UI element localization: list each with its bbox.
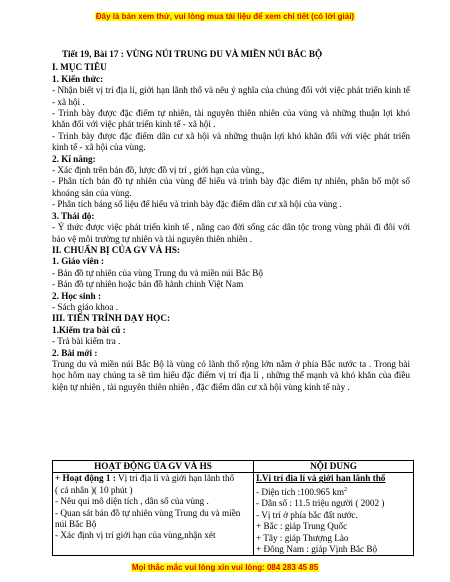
skills-heading: 2. Kĩ năng: — [52, 153, 96, 164]
column-header-activities: HOẠT ĐỘNG ỦA GV VÀ HS — [53, 461, 254, 473]
table-header-row — [53, 461, 414, 473]
section-preparation-heading: II. CHUẨN BỊ CỦA GV VÀ HS: — [52, 244, 181, 255]
knowledge-heading: 1. Kiến thức: — [52, 73, 104, 84]
section-objectives-heading: I. MỤC TIÊU — [52, 62, 107, 73]
list-item: - Phân tích bảng số liệu để hiểu và trình bày đặc điểm dân cư xã hội của vùng . — [52, 199, 342, 210]
new-lesson-heading: 2. Bài mới : — [52, 347, 98, 358]
list-item: - Xác định vị trí giới hạn của vùng,nhận xét — [55, 530, 216, 541]
table-row — [53, 473, 414, 556]
section-process-heading: III. TIẾN TRÌNH DẠY HỌC: — [52, 313, 171, 324]
list-item: - Vị trí ở phía bắc đất nước. — [256, 509, 358, 520]
list-item: - Trình bày được đặc điểm dân cư xã hội và những thuận lợi khó khăn đối với việc phát triển kinh tế - xã hội của vùng. — [52, 130, 410, 153]
list-item: ( cá nhân )( 10 phút ) — [55, 484, 133, 495]
list-item: - Bản đồ tự nhiên của vùng Trung du và miền núi Bắc Bộ — [52, 267, 263, 278]
column-header-content: NỘI DUNG — [254, 461, 414, 473]
list-item: - Quan sát bản đồ tự nhiên vùng Trung du và miền núi Bắc Bộ — [55, 507, 241, 530]
attitude-heading: 3. Thái độ: — [52, 210, 95, 221]
preview-notice-banner: Đây là bản xem thử, vui lòng mua tài liệu để xem chi tiết (có lời giải) — [95, 12, 355, 21]
activity-title: + Hoạt động 1 : Vị trí địa lí và giới hạn lãnh thổ — [55, 473, 235, 484]
teacher-heading: 1. Giáo viên : — [52, 256, 105, 267]
contact-banner: Mọi thắc mắc vui lòng xin vui lòng: 084 283 45 85 — [131, 563, 319, 572]
intro-paragraph: Trung du và miền núi Bắc Bộ là vùng có lãnh thổ rộng lớn nằm ở phía Bắc nước ta . Trong bài học hôm nay chúng ta sẽ tìm hiểu đặc điểm vị trí địa lí , những thế mạnh và khó khăn của điều kiện tự nhiên , tài nguyên thiên nhiên , đặc điểm dân cư xã hội vùng kinh tế này . — [52, 358, 410, 392]
list-item: + Tây : giáp Thượng Lào — [256, 532, 349, 543]
list-item: - Phân tích bản đồ tự nhiên của vùng để hiểu và trình bày đặc điểm tự nhiên, phân bố một số khoáng sản của vùng. — [52, 176, 410, 198]
content-heading: I.Vị trí địa lí và giới hạn lãnh thổ — [256, 473, 386, 484]
lesson-title: Tiết 19, Bài 17 : VÙNG NÚI TRUNG DU VÀ MIỀN NÚI BẮC BỘ — [62, 49, 323, 59]
list-item: - Nhận biết vị trí địa lí, giới hạn lãnh thổ và nêu ý nghĩa của chúng đối với việc phát triển kinh tế - xã hội . — [52, 85, 410, 107]
list-item: - Dân số : 11.5 triệu người ( 2002 ) — [256, 498, 385, 509]
activity-cell — [53, 473, 254, 556]
list-item: - Xác định trên bản đồ, lược đồ vị trí , giới hạn của vùng., — [52, 165, 265, 176]
list-item: - Bản đồ tự nhiên hoặc bản đồ hành chính Việt Nam — [52, 279, 244, 290]
activity-table — [52, 460, 414, 556]
list-item: - Ý thức được việc phát triển kinh tế , nâng cao đời sống các dân tộc trong vùng phải đi đôi với bảo vệ môi trường tự nhiên và tài nguyên thiên nhiên . — [52, 222, 410, 244]
list-item: - Trình bày được đặc điểm tự nhiên, tài nguyên thiên nhiên của vùng và những thuận lợi khó khăn đối với việc phát triển kinh tế - xã hội . — [52, 108, 410, 130]
content-cell — [254, 473, 414, 556]
list-item: - Trả bài kiểm tra . — [52, 336, 121, 347]
student-heading: 2. Học sinh : — [52, 290, 102, 301]
review-heading: 1.Kiểm tra bài cũ : — [52, 324, 126, 335]
lesson-body — [52, 49, 410, 393]
list-item: - Sách giáo khoa . — [52, 301, 119, 312]
list-item: + Đông Nam : giáp Vịnh Bắc Bộ — [256, 543, 378, 554]
list-item: - Nêu qui mô diện tích , dân số của vùng . — [55, 496, 209, 507]
list-item: + Bắc : giáp Trung Quốc — [256, 521, 348, 532]
list-item: - Diện tích :100.965 $km^2$ — [256, 486, 348, 497]
